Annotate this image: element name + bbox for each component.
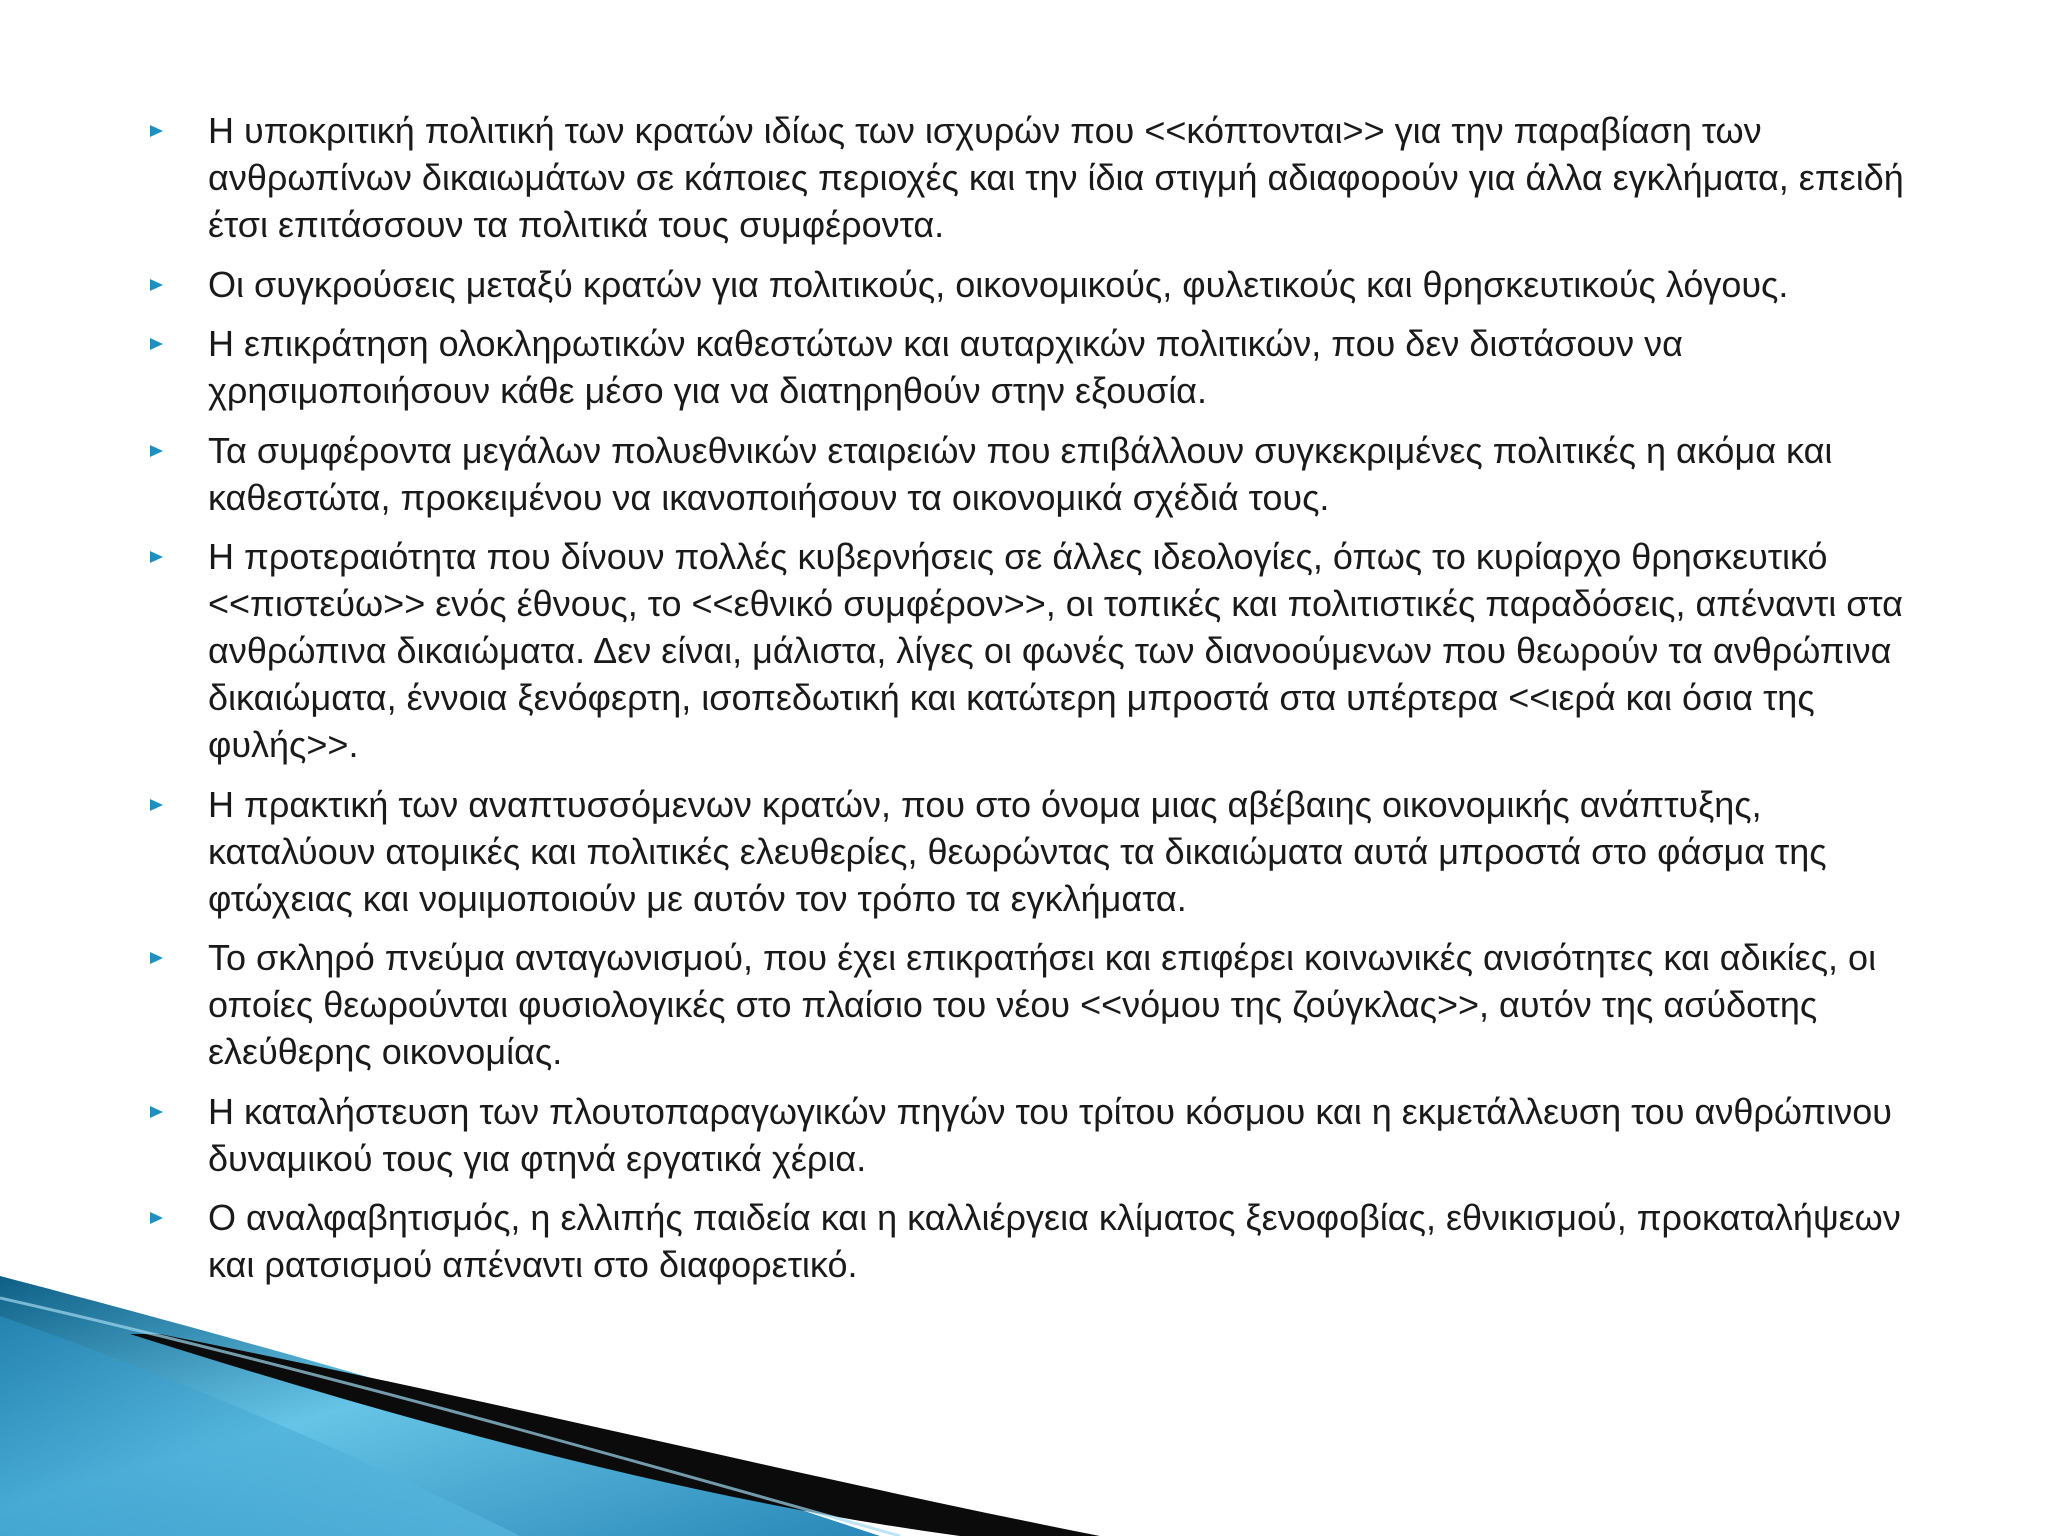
bullet-text: Η καταλήστευση των πλουτοπαραγωγικών πηγών του τρίτου κόσμου και η εκμετάλλευση του ανθρώπινου δυναμικού τους για φτηνά εργατικά χέρια. [208,1090,1892,1179]
bullet-item [150,1088,1910,1182]
corner-decoration [0,1276,1100,1536]
bullet-text: Η υποκριτική πολιτική των κρατών ιδίως των ισχυρών που <<κόπτονται>> για την παραβίαση των ανθρωπίνων δικαιωμάτων σε κάποιες περιοχές και την ίδια στιγμή αδιαφορούν για άλλα εγκλήματα, επειδή έτσι επιτάσσουν τα πολιτικά τους συμφέροντα. [208,110,1904,245]
triangle-bullet-icon [150,445,163,457]
bullet-text: Η επικράτηση ολοκληρωτικών καθεστώτων και αυταρχικών πολιτικών, που δεν διστάσουν να χρησιμοποιήσουν κάθε μέσο για να διατηρηθούν στην εξουσία. [208,323,1683,411]
bullet-list [150,107,1910,1301]
bullet-text: Τα συμφέροντα μεγάλων πολυεθνικών εταιρειών που επιβάλλουν συγκεκριμένες πολιτικές η ακόμα και καθεστώτα, προκειμένου να ικανοποιήσουν τα οικονομικά σχέδιά τους. [208,429,1833,518]
bullet-text: Η πρακτική των αναπτυσσόμενων κρατών, που στο όνομα μιας αβέβαιης οικονομικής ανάπτυξης, καταλύουν ατομικές και πολιτικές ελευθερίες, θεωρώντας τα δικαιώματα αυτά μπροστά στο φάσμα της φτώχειας και νομιμοποιούν με αυτόν τον τρόπο τα εγκλήματα. [208,783,1827,919]
triangle-bullet-icon [150,1212,163,1224]
triangle-bullet-icon [150,279,163,291]
bullet-item [150,1194,1910,1288]
bullet-item [150,107,1910,248]
bullet-item [150,533,1910,768]
triangle-bullet-icon [150,799,163,811]
bullet-text: Το σκληρό πνεύμα ανταγωνισμού, που έχει επικρατήσει και επιφέρει κοινωνικές ανισότητες και αδικίες, οι οποίες θεωρούνται φυσιολογικές στο πλαίσιο του νέου <<νόμου της ζούγκλας>>, αυτόν της ασύδοτης ελεύθερης οικονομίας. [208,937,1877,1072]
bullet-text: Οι συγκρούσεις μεταξύ κρατών για πολιτικούς, οικονομικούς, φυλετικούς και θρησκευτικούς λόγους. [208,263,1789,305]
triangle-bullet-icon [150,125,163,137]
bullet-text: Η προτεραιότητα που δίνουν πολλές κυβερνήσεις σε άλλες ιδεολογίες, όπως το κυρίαρχο θρησκευτικό <<πιστεύω>> ενός έθνους, το <<εθνικό συμφέρον>>, οι τοπικές και πολιτιστικές παραδόσεις, απέναντι στα ανθρώπινα δικαιώματα. Δεν είναι, μάλιστα, λίγες οι φωνές των διανοούμενων που θεωρούν τα ανθρώπινα δικαιώματα, έννοια ξενόφερτη, ισοπεδωτική και κατώτερη μπροστά στα υπέρτερα <<ιερά και όσια της φυλής>>. [208,536,1903,765]
bullet-item [150,934,1910,1075]
bullet-item [150,320,1910,414]
bullet-item [150,427,1910,521]
triangle-bullet-icon [150,551,163,563]
bullet-item [150,261,1910,308]
triangle-bullet-icon [150,338,163,350]
triangle-bullet-icon [150,1106,163,1118]
triangle-bullet-icon [150,952,163,964]
bullet-text: Ο αναλφαβητισμός, η ελλιπής παιδεία και η καλλιέργεια κλίματος ξενοφοβίας, εθνικισμού, προκαταλήψεων και ρατσισμού απέναντι στο διαφορετικό. [208,1197,1901,1285]
bullet-item [150,781,1910,922]
